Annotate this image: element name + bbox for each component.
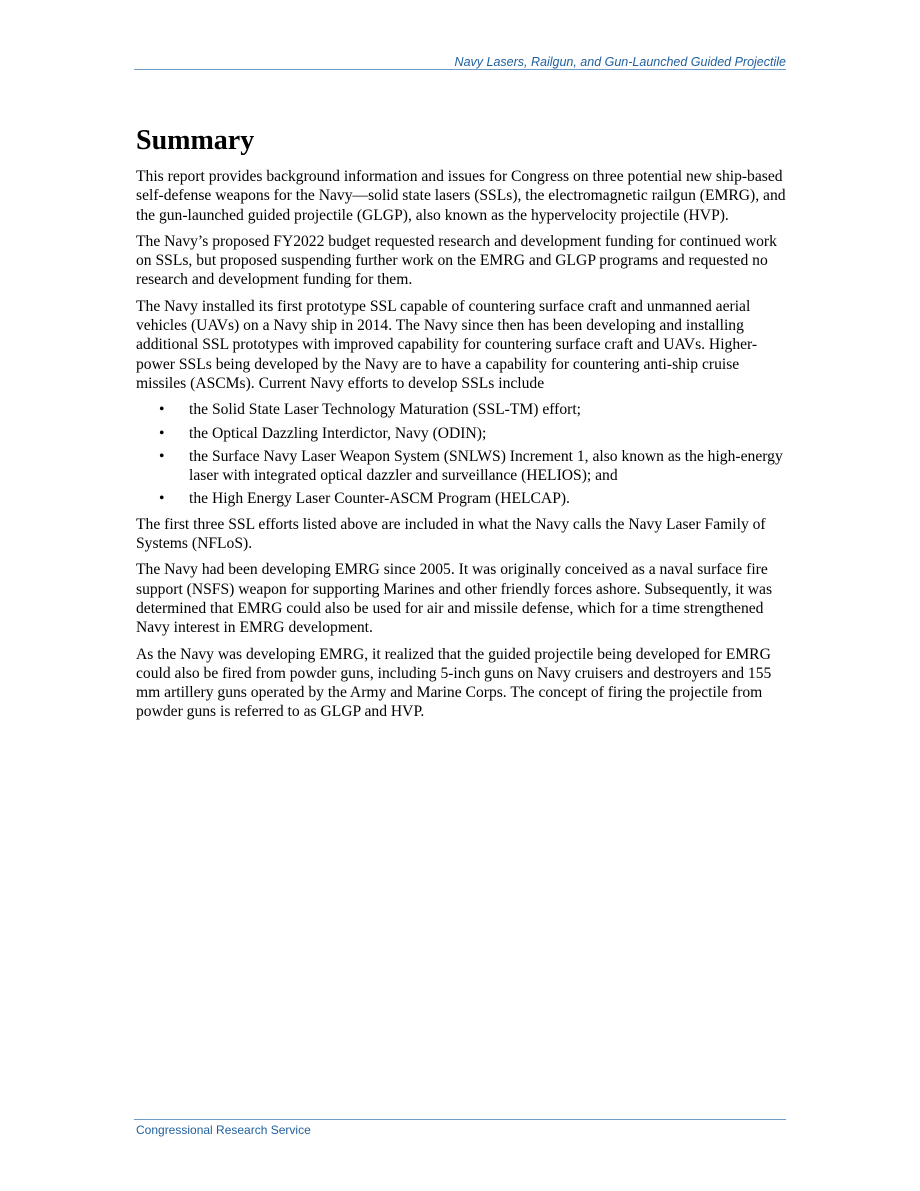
bullet-icon: •	[159, 490, 165, 508]
list-item-text: the Optical Dazzling Interdictor, Navy (ODIN);	[189, 424, 487, 442]
paragraph-nflos: The first three SSL efforts listed above are included in what the Navy calls the Navy Laser Family of Systems (NFLoS).	[136, 515, 766, 553]
section-title: Summary	[136, 125, 255, 156]
bullet-icon: •	[159, 447, 165, 465]
list-item	[136, 400, 788, 419]
document-body	[136, 123, 788, 729]
footer-organization: Congressional Research Service	[136, 1123, 311, 1137]
paragraph-budget: The Navy’s proposed FY2022 budget requested research and development funding for continued work on SSLs, but proposed suspending further work on the EMRG and GLGP programs and requested no research and development funding for them.	[136, 232, 777, 289]
list-item	[136, 489, 788, 508]
bullet-icon: •	[159, 424, 165, 442]
ssl-efforts-list	[136, 400, 788, 508]
paragraph-glgp: As the Navy was developing EMRG, it realized that the guided projectile being developed for EMRG could also be fired from powder guns, including 5-inch guns on Navy cruisers and destroyers and 155 mm artillery guns operated by the Army and Marine Corps. The concept of firing the projectile from powder guns is referred to as GLGP and HVP.	[136, 645, 772, 721]
header-divider	[134, 69, 786, 70]
list-item-text: the Solid State Laser Technology Maturation (SSL-TM) effort;	[189, 401, 581, 419]
list-item-text: the Surface Navy Laser Weapon System (SNLWS) Increment 1, also known as the high-energy laser with integrated optical dazzler and surveillance (HELIOS); and	[189, 447, 783, 485]
list-item	[136, 447, 788, 486]
running-header-title: Navy Lasers, Railgun, and Gun-Launched Guided Projectile	[454, 55, 786, 69]
paragraph-intro: This report provides background information and issues for Congress on three potential new ship-based self-defense weapons for the Navy—solid state lasers (SSLs), the electromagnetic railgun (EMRG), and the gun-launched guided projectile (GLGP), also known as the hypervelocity projectile (HVP).	[136, 168, 786, 224]
list-item-text: the High Energy Laser Counter-ASCM Program (HELCAP).	[189, 490, 570, 508]
footer-divider	[134, 1119, 786, 1120]
paragraph-ssl-history: The Navy installed its first prototype SSL capable of countering surface craft and unmanned aerial vehicles (UAVs) on a Navy ship in 2014. The Navy since then has been developing and installing additional SSL prototypes with improved capability for countering surface craft and UAVs. Higher-power SSLs being developed by the Navy are to have a capability for countering anti-ship cruise missiles (ASCMs). Current Navy efforts to develop SSLs include	[136, 297, 758, 392]
paragraph-emrg: The Navy had been developing EMRG since 2005. It was originally conceived as a naval surface fire support (NSFS) weapon for supporting Marines and other friendly forces ashore. Subsequently, it was determined that EMRG could also be used for air and missile defense, which for a time strengthened Navy interest in EMRG development.	[136, 561, 773, 637]
bullet-icon: •	[159, 401, 165, 419]
list-item	[136, 424, 788, 443]
